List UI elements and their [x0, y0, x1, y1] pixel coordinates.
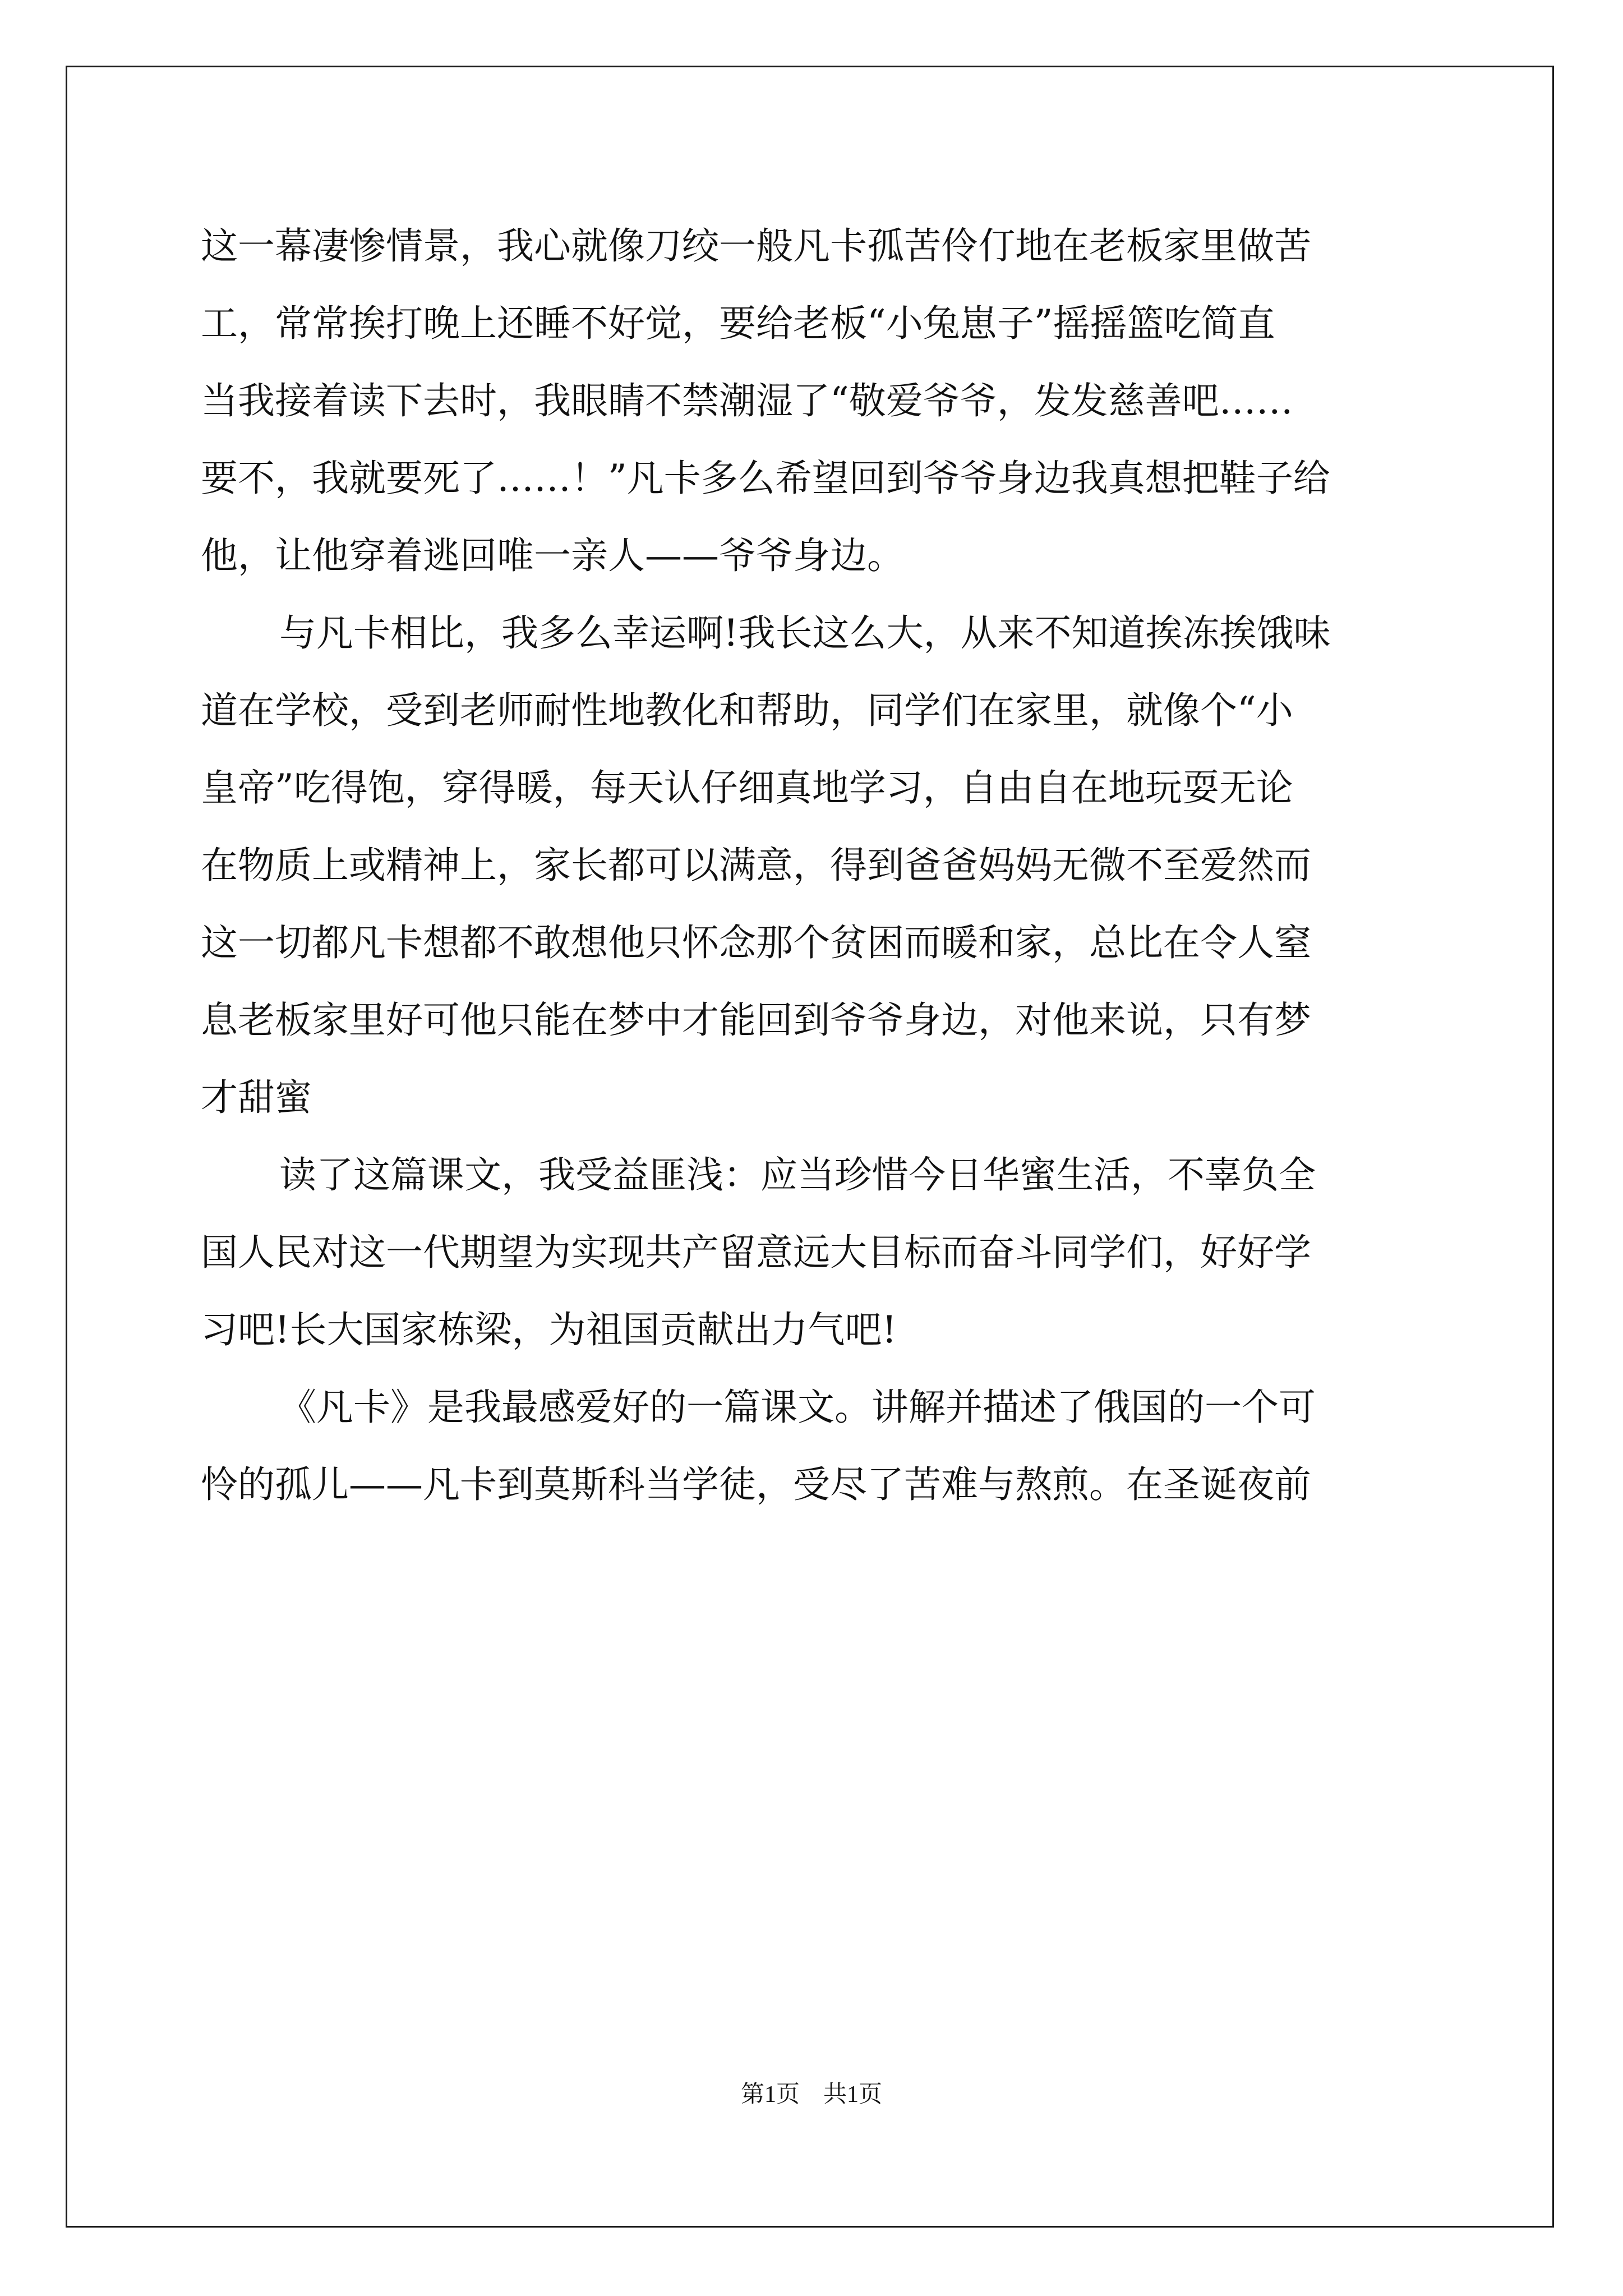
page-number: 第1页 [740, 2082, 800, 2108]
text-line: 工，常常挨打晚上还睡不好觉，要给老板“小兔崽子”摇摇篮吃简直 [201, 302, 1275, 345]
text-line: 息老板家里好可他只能在梦中才能回到爷爷身边，对他来说，只有梦 [201, 999, 1311, 1042]
text-line: 皇帝”吃得饱，穿得暖，每天认仔细真地学习，自由自在地玩耍无论 [201, 766, 1293, 809]
text-line: 习吧!长大国家栋梁，为祖国贡献出力气吧! [201, 1308, 897, 1351]
document-body [201, 208, 1435, 1524]
text-line: 怜的孤儿——凡卡到莫斯科当学徒，受尽了苦难与熬煎。在圣诞夜前 [201, 1463, 1311, 1506]
text-line: 这一幕凄惨情景，我心就像刀绞一般凡卡孤苦伶仃地在老板家里做苦 [201, 224, 1311, 268]
text-line: 道在学校，受到老师耐性地教化和帮助，同学们在家里，就像个“小 [201, 689, 1293, 732]
text-line: 他，让他穿着逃回唯一亲人——爷爷身边。 [201, 534, 904, 577]
text-line: 读了这篇课文，我受益匪浅：应当珍惜今日华蜜生活，不辜负全 [279, 1153, 1316, 1197]
text-line: 国人民对这一代期望为实现共产留意远大目标而奋斗同学们，好好学 [201, 1231, 1311, 1274]
text-line: 在物质上或精神上，家长都可以满意，得到爸爸妈妈无微不至爱然而 [201, 844, 1311, 887]
text-line: 才甜蜜 [201, 1076, 312, 1119]
text-line: 与凡卡相比，我多么幸运啊!我长这么大，从来不知道挨冻挨饿味 [279, 611, 1331, 655]
text-line: 要不，我就要死了……！”凡卡多么希望回到爷爷身边我真想把鞋子给 [201, 457, 1330, 500]
page-total: 共1页 [823, 2082, 883, 2108]
page-footer [0, 2076, 1623, 2109]
text-line: 这一切都凡卡想都不敢想他只怀念那个贫困而暖和家，总比在令人窒 [201, 921, 1311, 964]
text-line: 《凡卡》是我最感爱好的一篇课文。讲解并描述了俄国的一个可 [279, 1386, 1316, 1429]
text-line: 当我接着读下去时，我眼睛不禁潮湿了“敬爱爷爷，发发慈善吧…… [201, 379, 1293, 422]
